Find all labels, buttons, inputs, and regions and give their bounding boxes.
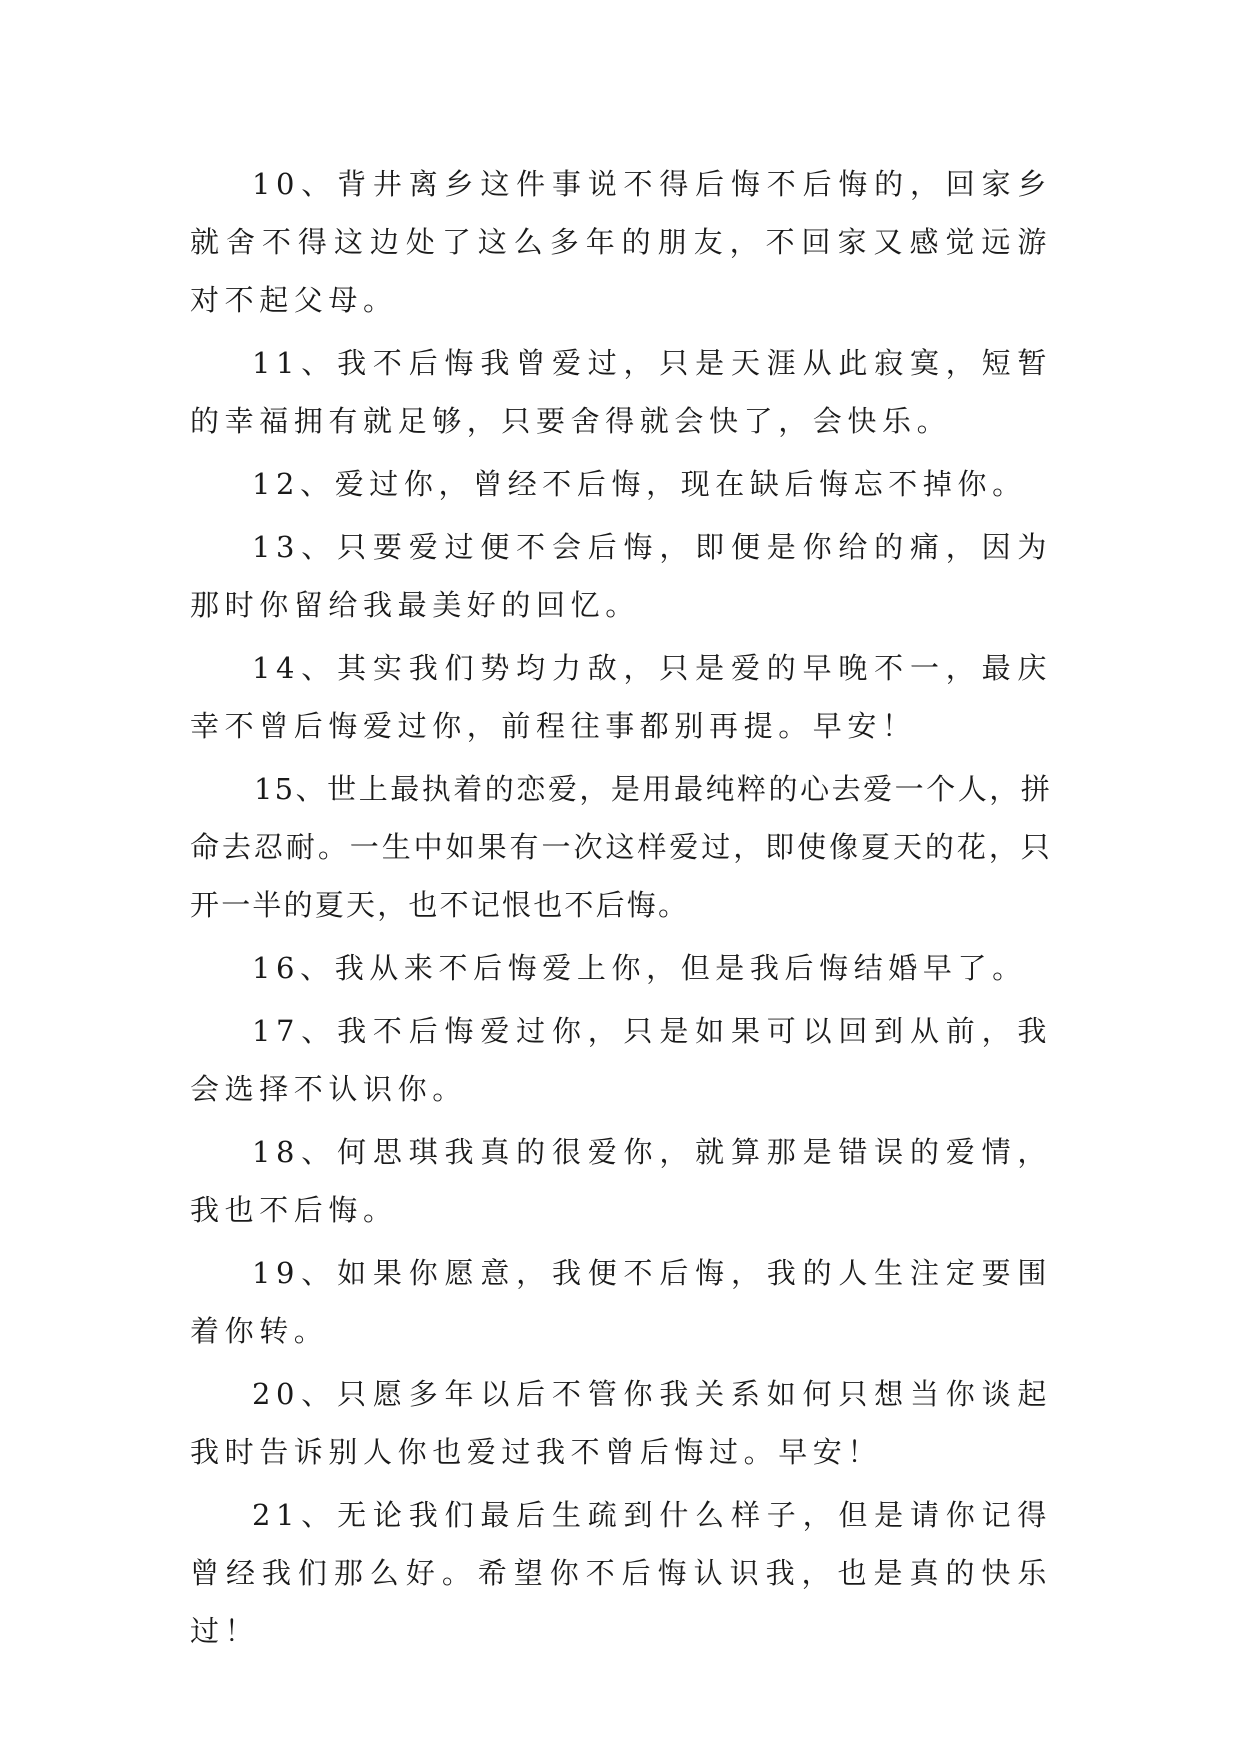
paragraph-16: 16、我从来不后悔爱上你，但是我后悔结婚早了。 [252, 951, 1027, 985]
paragraph-19: 19、如果你愿意，我便不后悔，我的人生注定要围着你转。 [190, 1256, 1052, 1348]
paragraph-11: 11、我不后悔我曾爱过，只是天涯从此寂寞，短暂的幸福拥有就足够，只要舍得就会快了，会快乐。 [190, 346, 1052, 438]
paragraph-12: 12、爱过你，曾经不后悔，现在缺后悔忘不掉你。 [252, 467, 1027, 501]
paragraph-17: 17、我不后悔爱过你，只是如果可以回到从前，我会选择不认识你。 [190, 1014, 1052, 1106]
paragraph-13: 13、只要爱过便不会后悔，即便是你给的痛，因为那时你留给我最美好的回忆。 [190, 530, 1052, 622]
document-body [190, 155, 1052, 1665]
paragraph-10: 10、背井离乡这件事说不得后悔不后悔的，回家乡就舍不得这边处了这么多年的朋友，不回家又感觉远游对不起父母。 [190, 167, 1052, 317]
paragraph-18: 18、何思琪我真的很爱你，就算那是错误的爱情，我也不后悔。 [190, 1135, 1052, 1227]
paragraph-20: 20、只愿多年以后不管你我关系如何只想当你谈起我时告诉别人你也爱过我不曾后悔过。早安！ [190, 1377, 1052, 1469]
paragraph-14: 14、其实我们势均力敌，只是爱的早晚不一，最庆幸不曾后悔爱过你，前程往事都别再提。早安！ [190, 651, 1052, 743]
paragraph-15: 15、世上最执着的恋爱，是用最纯粹的心去爱一个人，拼命去忍耐。一生中如果有一次这样爱过，即使像夏天的花，只开一半的夏天，也不记恨也不后悔。 [190, 772, 1052, 922]
paragraph-21: 21、无论我们最后生疏到什么样子，但是请你记得曾经我们那么好。希望你不后悔认识我，也是真的快乐过！ [190, 1498, 1052, 1648]
